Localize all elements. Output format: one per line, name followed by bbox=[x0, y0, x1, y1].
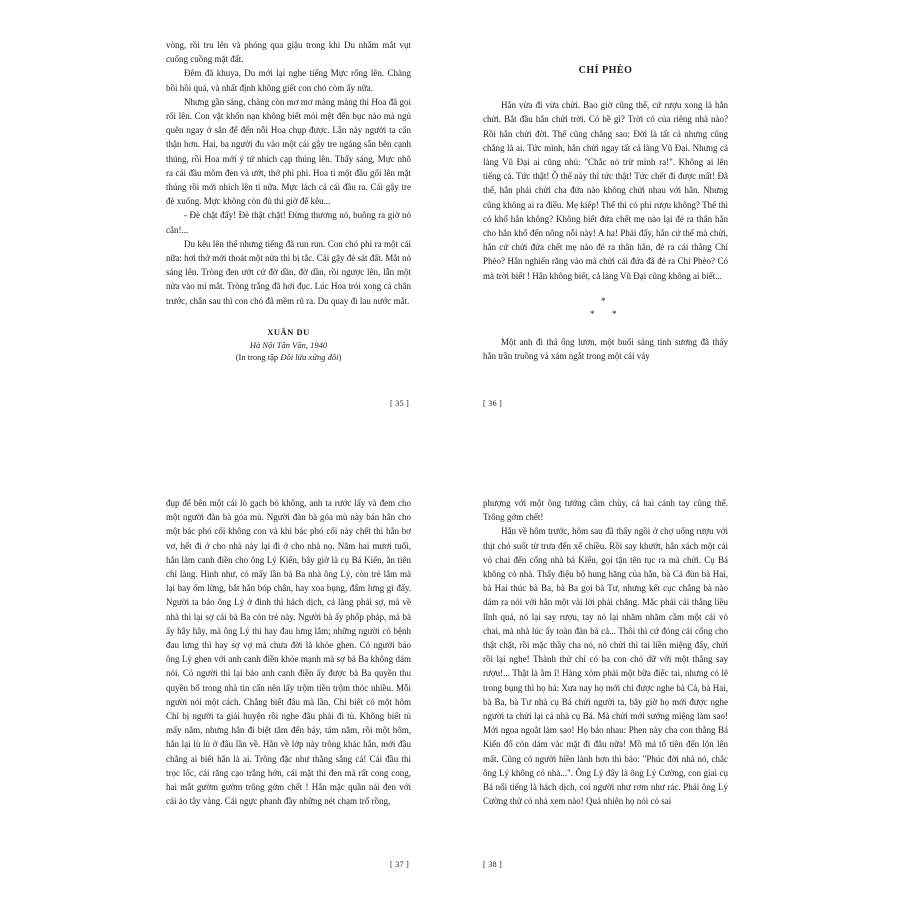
author-name: XUÂN DU bbox=[267, 326, 310, 337]
paragraph: - Đè chặt đấy! Đè thật chặt! Đừng thương nó, buông ra giờ nó cắn!... bbox=[166, 210, 411, 235]
source-collection bbox=[166, 351, 411, 364]
page-37 bbox=[166, 496, 411, 808]
paragraph: Du kêu lên thế nhưng tiếng đã run run. Con chó phì ra một cái nữa: hơi thở mới thoát một nửa thì bị tắc. Cái gậy đè sát đất. Mắt nó sáng lên. Tròng đen ướt cứ đờ dần, đờ dần, rồi ngược lên, lẫn một nửa vào mí mắt. Tròng trắng đã hơi đục. Lúc Hoa trói xong cả chân trước, chân sau thì con chó đã mềm rũ ra. Du quay đi lau nước mắt. bbox=[166, 238, 411, 306]
page-38 bbox=[483, 496, 728, 808]
paragraph: Một anh đi thả ống lươn, một buổi sáng tinh sương đã thấy hắn trần truồng và xám ngắt trong một cái váy bbox=[483, 336, 728, 362]
star-ornament: * bbox=[601, 295, 606, 306]
page-35 bbox=[166, 38, 411, 364]
paragraph: đụp để bên một cái lò gạch bỏ không, anh ta rước lấy và đem cho một người đàn bà góa mù. Người đàn bà góa mù này bán hắn cho một bác phó cối không con và khi bác phó cối này chết thì hắn bơ vơ, hết đi ở cho nhà này lại đi ở cho nhà nọ. Năm hai mươi tuổi, hắn làm canh điền cho ông Lý Kiến, bây giờ là cụ Bá Kiến, ăn tiên chỉ làng. Hình như, có mấy lần bà Ba nhà ông Lý, còn trẻ lắm mà lại hay ốm lửng, bắt hắn bóp chân, hay xoa bụng, đấm lưng gì đấy. Người ta bảo ông Lý ở đình thì hách dịch, cả làng phải sợ, mà về nhà thì lại sợ cái bà Ba còn trẻ này. Người bà ấy phốp pháp, má bà ấy hây hây, mà ông Lý thì hay đau lưng lắm; những người có bệnh đau lưng thì hay sợ vợ mà chưa đời là khỏe ghen. Có người bảo ông Lý ghen với anh canh điền khỏe mạnh mà sợ bà Ba không dám nói. Có người thì lại bảo anh canh điền ấy được bà Ba quyền thu quyền bổ trong nhà tin cẩn nên lấy trộm tiền trộm thóc nhiều. Mỗi người nói một cách. Chẳng biết đâu mà lần. Chỉ biết có một hôm Chí bị người ta giải huyện rồi nghe đâu phải đi tù. Không biết tù mấy năm, nhưng hắn đi biệt tăm đến bảy, tám năm, rồi một hôm, hắn lại lù lù ở đâu lần về. Hắn về lớp này trông khác hẳn, mới đầu chẳng ai biết hắn là ai. Trông đặc như thằng sắng cá! Cái đầu thì trọc lốc, cái răng cạo trắng hớn, cái mặt thì đen mà rất cong cong, hai mắt gườm gườm trông gớm chết ! Hắn mặc quần nái đen với cái áo tây vàng. Cái ngực phanh đầy những nét chạm trổ rồng, bbox=[166, 498, 411, 807]
page-number: [ 37 ] bbox=[390, 860, 410, 869]
page-number: [ 35 ] bbox=[390, 399, 410, 408]
chapter-title: CHÍ PHÈO bbox=[578, 65, 633, 76]
source-suffix: ) bbox=[338, 352, 342, 363]
page-number: [ 36 ] bbox=[483, 399, 503, 408]
star-ornament: * bbox=[590, 308, 595, 319]
paragraph: Đêm đã khuya, Du mới lại nghe tiếng Mực rống lên. Chàng bồi hồi quá, và nhất định không giết con chó còm ấy nữa. bbox=[166, 68, 411, 93]
source-prefix: (In trong tập bbox=[235, 352, 281, 363]
paragraph: vòng, rồi tru lên và phóng qua giậu trong khi Du nhắm mắt vụt cuống cuồng mặt đất. bbox=[166, 40, 411, 65]
source-place: Hà Nội Tân Văn, 1940 bbox=[249, 339, 328, 350]
paragraph: Nhưng gần sáng, chàng còn mơ mơ màng màng thì Hoa đã gọi rối lên. Con vật khốn nạn không biết mỏi mệt đến bục nào mà ngủ quên ngay ở sân để đến nỗi Hoa chụp được. Lần này người ta cẩn thận hơn. Hai, ba người đu vào một cái gậy tre ngáng sẵn bên cạnh thúng, rồi Hoa mới ý tứ nhích cạp thúng lên. Thấy sáng, Mực nhô ra cái đầu mõm đen và ướt, thở phì phì. Hoa ti một đầu gối lên mặt thúng rồi mới nhích lên tí nữa. Mực lách cả cái đầu ra. Cái gậy tre đè xuống. Mực không còn đủ thì giờ để kêu... bbox=[166, 96, 411, 207]
page-number: [ 38 ] bbox=[483, 860, 503, 869]
section-break bbox=[483, 293, 728, 323]
paragraph: Hắn về hôm trước, hôm sau đã thấy ngồi ở chợ uống rượu với thịt chó suốt từ trưa đến xế chiều. Rồi say khướt, hắn xách một cái vỏ chai đến cổng nhà bá Kiến, gọi tận tên tục ra mà chửi. Cụ Bá không có nhà. Thấy điệu bộ hung hăng của hắn, bà Cả đùn bà Hai, bà Hai thúc bà Ba, bà Ba gọi bà Tư, nhưng kết cục chẳng bà nào dám ra nói với hắn một vài lời phải chăng. Mắc phải cái thằng liều lĩnh quá, nó lại say rượu, tay nó lại nhăm nhăm cầm một cái vỏ chai, mà nhà lúc ấy toàn đàn bà cả... Thôi thì cứ đóng cái cổng cho thật chặt, rồi mặc thầy cha nó, nó chửi thì tai liền miệng đấy, chửi rồi lại nghe! Thành thử chỉ có ba con chó dữ với một thằng say rượu!... Thật là ầm ĩ! Hàng xóm phải một bữa điếc tai, nhưng có lẽ trong bụng thì họ hả: Xưa nay họ mới chỉ được nghe bà Cả, bà Hai, bà Ba, bà Tư nhà cụ Bá chửi người ta, bây giờ họ mới được nghe người ta chửi lại cả nhà cụ Bá. Mà chửi mới sướng miệng làm sao! Mới ngoa ngoắt làm sao! Họ bảo nhau: Phen này cha con thằng Bá Kiến đố còn dám vác mặt đi đâu nữa! Mồ mả tổ tiên đến lộn lên mất. Cũng có người hiền lành hơn thì bảo: "Phúc đời nhà nó, chắc ông Lý không có nhà...". Ông Lý đấy là ông Lý Cường, con giai cụ Bá nổi tiếng là hách dịch, coi người như rơm như rác. Phải ông Lý Cường thử có nhà xem nào! Quả nhiên họ nói có sai bbox=[483, 526, 728, 807]
paragraph: Hắn vừa đi vừa chửi. Bao giờ cũng thế, cứ rượu xong là hắn chửi. Bắt đầu hắn chửi trời. Có hề gì? Trời có của riêng nhà nào? Rồi hắn chửi đời. Thế cũng chẳng sao: Đời là tất cả nhưng cũng chẳng là ai. Tức mình, hắn chửi ngay tất cả làng Vũ Đại. Nhưng cả làng Vũ Đại ai cũng nhủ: "Chắc nó trừ mình ra!". Không ai lên tiếng cả. Tức thật! Ồ thế này thì tức thật! Tức chết đi được mất! Đã thế, hắn phải chửi cha đứa nào không chửi nhau với hắn. Nhưng cũng không ai ra điều. Mẹ kiếp! Thế thì có phí rượu không? Thế thì có khổ hắn không? Không biết đứa chết mẹ nào lại đẻ ra thân hắn cho hắn khổ đến nông nỗi này! A ha! Phải đấy, hắn cứ thế mà chửi, hắn cứ chửi đứa chết mẹ nào đẻ ra thân hắn, đẻ ra cái thằng Chí Phèo? Hắn nghiến răng vào mà chửi cái đứa đã đẻ ra Chí Phèo? Có mà trời biết ! Hắn không biết, cả làng Vũ Đại cũng không ai biết... bbox=[483, 100, 728, 281]
paragraph: phượng với một ông tướng cầm chùy, cả hai cánh tay cũng thế. Trông gớm chết! bbox=[483, 498, 728, 523]
page-36 bbox=[483, 38, 728, 363]
star-ornament: * bbox=[612, 308, 617, 319]
source-book: Đôi lứa xứng đôi bbox=[280, 352, 339, 363]
